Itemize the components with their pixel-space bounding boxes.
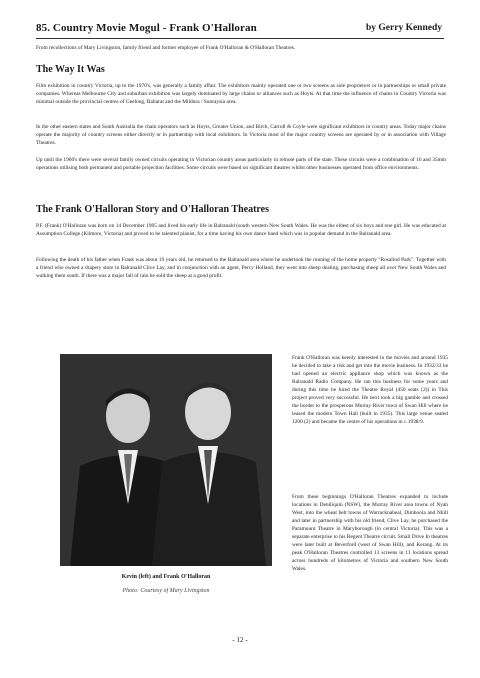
paragraph-birth: P.F. (Frank) O'Halloran was born on 14 December 1905 and lived his early life in Balranald (south western New South Wales. He was the eldest of six boys and one girl. He was educated at Assumption College (Kilmore, Victoria) and proved to be talented pianist, for a time having his own dance band which was in popular demand in the Balranald area. — [36, 223, 446, 237]
page-number: - 12 - — [232, 636, 248, 644]
photo-caption: Kevin (left) and Frank O'Halloran — [121, 574, 211, 580]
article-author: by Gerry Kennedy — [366, 23, 442, 33]
paragraph-family-circuits: Up until the 1960's there were several family owned circuits operating in Victorian country areas particularly in remote parts of the state. These circuits were a combination of 16 and 35mm operations utilising both permanent and portable projection facilities. Some circuits were based on significant theatres whilst other businesses operated from office environments. — [36, 157, 446, 171]
section-heading-way-it-was: The Way It Was — [36, 64, 105, 75]
section-heading-ohalloran-story: The Frank O'Halloran Story and O'Halloran Theatres — [36, 204, 269, 215]
paragraph-expansion: From these beginnings O'Halloran Theatres expanded to include locations in Deniliquin (NSW), the Murray River area towns of Nyah West, into the wheat belt towns of Warracknabeal, Dimboola and Nhill and later in partnership with his old friend, Clive Lay, he purchased the Paramount Theatre in Maryborough (in central Victoria). This was a separate enterprise to his Regent Theatre circuit. Small Drive In theatres were later built at Beverford (west of Swan Hill), and Kerang. At its peak O'Halloran Theatres controlled 13 screens in 11 locations spread across hundreds of kilometres of Victoria and southern New South Wales. — [292, 494, 448, 572]
intro-text: From recollections of Mary Livingston, family friend and former employee of Frank O'Halloran & O'Halloran Theatres. — [36, 45, 296, 51]
paragraph-eastern-states: In the other eastern states and South Australia the chain operators such as Hoyts, Greater Union, and Birch, Carroll & Coyle were significant exhibitors in country areas. Today major chains operate the majority of country screens either directly or in partnership with local exhibitors. In Victoria most of the major country screens are operated by or in association with Village Theatres. — [36, 124, 446, 146]
paragraph-sheep-dealing: Following the death of his father when Frank was about 19 years old, he returned to the Balranald area where he undertook the running of the home property "Rosalind Park". Together with a friend who owned a drapery store in Balranald Clive Lay, and in conjunction with an agent, Percy Holland, they went into sheep dealing, purchasing sheep all over New South Wales and walking them south. If there was a major fall of rain he sold the sheep at a good profit. — [36, 257, 446, 279]
photo-image — [60, 354, 272, 566]
portrait-photo — [60, 354, 272, 566]
article-title: 85. Country Movie Mogul - Frank O'Halloran — [36, 22, 257, 34]
photo-credit: Photo: Courtesy of Mary Livingston — [122, 588, 210, 594]
paragraph-movie-business: Frank O'Halloran was keenly interested in the movies and around 1935 he decided to take a risk and get into the movie business. In 1932/33 he had opened an electric appliance shop which was known as the Balranald Radio Company. He ran this business for some years and during this time he hired the Theatre Royal (450 seats (2)) in This project proved very successful. He next took a big gamble and crossed the border to the prosperous Murray River town of Swan Hill where he leased the modern Town Hall (built in 1935). This large venue seated 1200 (2) and became the centre of his operations in c.1938/9. — [292, 355, 448, 425]
paragraph-film-exhibition: Film exhibition in country Victoria, up to the 1970's, was generally a family affair. The exhibitors mainly operated one or two screens as sole proprietors or in partnerships or small private companies. Whereas Melbourne City and suburban exhibition was largely dominated by large chains or alliances such as Hoyts. At that time the influence of chains in Country Victoria was minimal outside the provincial centres of Geelong, Ballarat and the Mildura / Sunraysia area. — [36, 83, 446, 105]
header-rule — [36, 38, 444, 39]
